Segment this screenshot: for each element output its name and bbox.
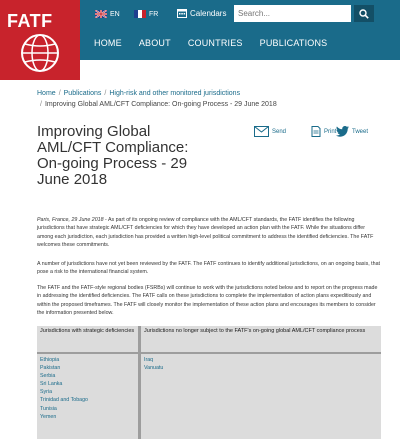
intro-text: - As part of its ongoing review of compliance with the AML/CFT standards, the FATF identifies the following jurisdictions that have strategic AML/CFT deficiencies for which they have developed an action plan with the FATF. While the situations differ among each jurisdiction, each jurisdiction has provided a written high-level political commitment to address the identified deficiencies. The FATF welcomes these commitments.: [37, 217, 374, 248]
mail-icon: [254, 126, 269, 137]
breadcrumb-current: Improving Global AML/CFT Compliance: On-going Process - 29 June 2018: [44, 101, 277, 108]
col-a-list: [37, 354, 138, 423]
send-label: Send: [272, 128, 287, 135]
main-nav: [94, 38, 344, 48]
jurisdictions-table: [37, 326, 381, 439]
lang-english[interactable]: [95, 10, 120, 18]
fatf-logo[interactable]: [0, 0, 80, 80]
third-paragraph: The FATF and the FATF-style regional bodies (FSRBs) will continue to work with the jurisdictions noted below and to report on the progress made in addressing the identified deficiencies. The FATF calls on these jurisdictions to complete the implementation of action plans expeditiously and within the proposed timeframes. The FATF will closely monitor the implementation of these action plans and encourages its members to consider the information presented below.: [37, 285, 378, 316]
globe-icon: [19, 32, 61, 74]
lang-french[interactable]: [134, 10, 158, 18]
breadcrumb-high-risk[interactable]: High-risk and other monitored jurisdictions: [109, 90, 241, 97]
jurisdiction-link[interactable]: Serbia: [40, 373, 56, 380]
logo-text: FATF: [7, 11, 53, 31]
breadcrumb-home[interactable]: Home: [37, 90, 56, 97]
nav-publications[interactable]: PUBLICATIONS: [259, 38, 328, 48]
search-input[interactable]: [234, 5, 351, 22]
uk-flag-icon: [95, 10, 107, 18]
print-label: Print: [324, 128, 337, 135]
jurisdiction-link[interactable]: Vanuatu: [144, 365, 164, 372]
nav-home[interactable]: HOME: [94, 38, 122, 48]
no-longer-subject-column: [141, 326, 381, 439]
col-b-list: [141, 354, 381, 374]
jurisdiction-link[interactable]: Ethiopia: [40, 357, 60, 363]
dateline: Paris, France, 29 June 2018: [37, 217, 104, 223]
jurisdiction-link[interactable]: Sri Lanka: [40, 381, 63, 388]
jurisdiction-link[interactable]: Pakistan: [40, 365, 61, 372]
send-link[interactable]: [254, 126, 286, 137]
tweet-link[interactable]: [336, 126, 368, 137]
print-link[interactable]: [311, 126, 336, 137]
print-icon: [311, 126, 321, 137]
jurisdiction-link[interactable]: Iraq: [144, 357, 154, 363]
second-paragraph: A number of jurisdictions have not yet been reviewed by the FATF. The FATF continues to identify additional jurisdictions, on an ongoing basis, that pose a risk to the international financial system.: [37, 261, 381, 276]
col-a-header: Jurisdictions with strategic deficiencies: [37, 326, 138, 354]
search-button[interactable]: [354, 5, 374, 22]
nav-about[interactable]: ABOUT: [138, 38, 171, 48]
twitter-icon: [336, 126, 349, 137]
lang-en-label: EN: [110, 10, 120, 18]
calendar-icon: [177, 8, 187, 18]
strategic-deficiencies-column: [37, 326, 138, 439]
page-title: Improving Global AML/CFT Compliance: On-going Process - 29 June 2018: [37, 123, 189, 188]
nav-countries[interactable]: COUNTRIES: [187, 38, 243, 48]
jurisdiction-link[interactable]: Syria: [40, 389, 53, 396]
breadcrumb: Home / Publications / High-risk and other monitored jurisdictions / Improving Global AML/CFT Compliance: On-going Process - 29 June 2018: [37, 90, 277, 108]
search-icon: [359, 9, 369, 19]
lang-fr-label: FR: [149, 10, 159, 18]
calendars-link[interactable]: [177, 8, 226, 18]
breadcrumb-publications[interactable]: Publications: [63, 90, 102, 97]
france-flag-icon: [134, 10, 146, 18]
jurisdiction-link[interactable]: Yemen: [40, 413, 57, 420]
col-b-header: Jurisdictions no longer subject to the FATF's on-going global AML/CFT compliance process: [141, 326, 381, 354]
tweet-label: Tweet: [352, 128, 369, 135]
calendars-label: Calendars: [190, 8, 227, 18]
jurisdiction-link[interactable]: Tunisia: [40, 405, 57, 412]
intro-paragraph: [37, 216, 381, 249]
jurisdiction-link[interactable]: Trinidad and Tobago: [40, 397, 89, 404]
